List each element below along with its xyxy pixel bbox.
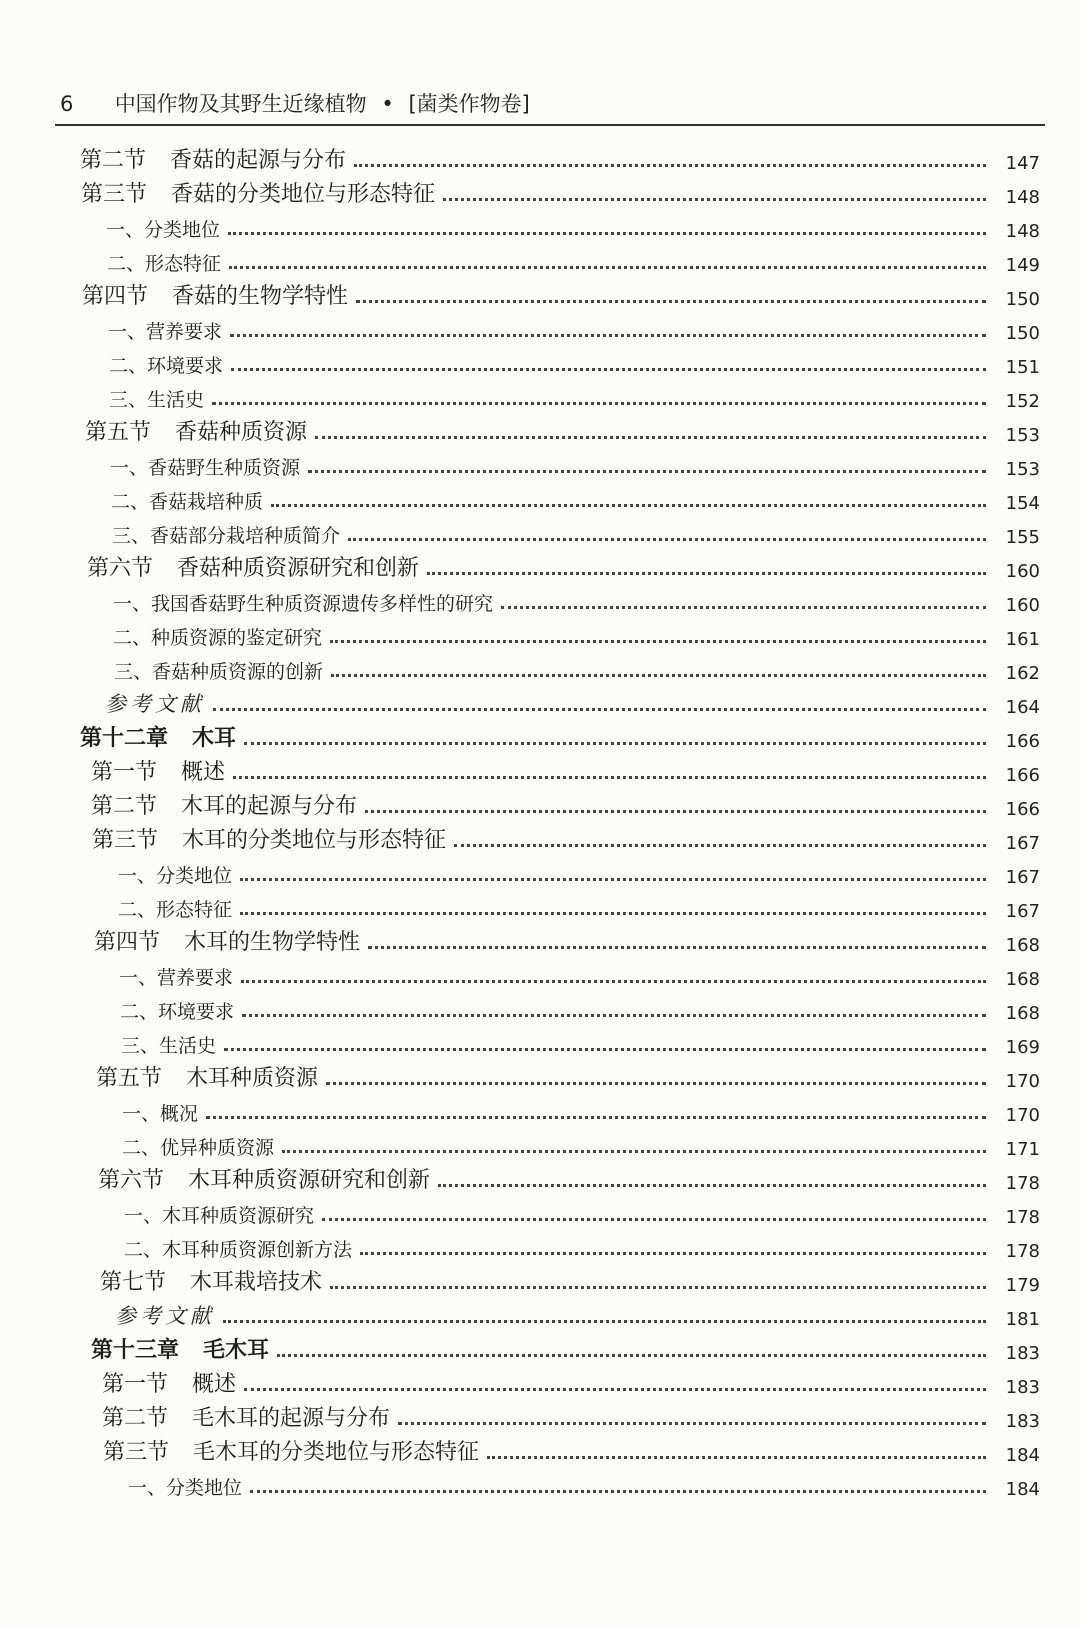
dot-leader [356,300,986,303]
dot-leader [242,1014,986,1017]
toc-entry-title [118,861,232,888]
toc-entry [0,1092,1080,1126]
toc-entry [0,1024,1080,1058]
toc-entry-page: 168 [1005,1003,1040,1024]
dot-leader [365,810,986,813]
dot-leader [348,538,986,541]
dot-leader [438,1184,986,1187]
toc-entry-text: 木耳的起源与分布 [181,794,358,819]
toc-entry-page: 183 [1005,1343,1040,1364]
toc-entry [0,990,1080,1024]
toc-entry [0,1398,1080,1432]
toc-entry-text: 木耳栽培技术 [190,1270,323,1295]
toc-entry-text: 三、香菇部分栽培种质简介 [112,525,341,547]
toc-entry-title [114,657,323,684]
toc-entry-title [80,143,346,174]
toc-entry [0,1296,1080,1330]
toc-entry-title [82,279,348,310]
toc-entry-text: 二、木耳种质资源创新方法 [124,1239,353,1261]
toc-entry-page: 167 [1005,901,1040,922]
toc-entry-page: 152 [1005,391,1040,412]
toc-entry-text: 木耳 [192,726,237,751]
toc-entry [0,480,1080,514]
toc-entry-page: 150 [1005,323,1040,344]
toc-entry-title [102,1367,236,1398]
toc-entry-text: 二、环境要求 [120,1001,235,1023]
toc-entry-page: 184 [1005,1445,1040,1466]
dot-leader [233,776,986,779]
toc-entry-text: 一、木耳种质资源研究 [124,1205,315,1227]
toc-entry-label: 第六节 [87,556,154,581]
toc-entry-title [124,1201,314,1228]
dot-leader [330,1286,986,1289]
toc-entry-text: 三、香菇种质资源的创新 [114,661,324,683]
dot-leader [241,980,986,983]
toc-entry-title [81,177,435,208]
toc-entry-page: 166 [1005,731,1040,752]
toc-entry-label: 第三节 [103,1440,170,1465]
toc-entry-text: 木耳种质资源 [186,1066,319,1091]
toc-entry-label: 第一节 [102,1372,169,1397]
toc-entry-label: 第五节 [96,1066,163,1091]
toc-entry-title [96,1061,318,1092]
toc-entry-page: 160 [1005,595,1040,616]
toc-entry-page: 183 [1005,1377,1040,1398]
toc-entry-label: 第七节 [100,1270,167,1295]
running-header [60,84,1040,124]
toc-entry [0,1160,1080,1194]
toc-entry-page: 148 [1005,187,1040,208]
toc-entry [0,140,1080,174]
dot-leader [315,436,986,439]
toc-entry-title [100,1265,322,1296]
toc-entry-page: 171 [1005,1139,1040,1160]
table-of-contents [0,140,1080,1500]
toc-entry-text: 一、我国香菇野生种质资源遗传多样性的研究 [113,593,494,615]
dot-leader [487,1456,986,1459]
toc-entry-label: 第四节 [94,930,161,955]
toc-entry-label: 第一节 [91,760,158,785]
toc-entry [0,208,1080,242]
dot-leader [250,1490,986,1493]
toc-entry-title [91,1333,269,1364]
toc-entry-page: 151 [1005,357,1040,378]
dot-leader [331,674,986,677]
toc-entry [0,242,1080,276]
toc-entry-title [110,453,300,480]
toc-entry-title [120,997,234,1024]
toc-entry-title [115,1300,215,1330]
toc-entry [0,1058,1080,1092]
toc-entry-title [118,895,232,922]
dot-leader [330,640,986,643]
dot-leader [454,844,986,847]
toc-entry-page: 149 [1005,255,1040,276]
toc-entry-page: 154 [1005,493,1040,514]
toc-entry-text: 概述 [192,1372,237,1397]
toc-entry-title [85,415,307,446]
dot-leader [368,946,986,949]
toc-entry-title [122,1099,198,1126]
dot-leader [501,606,986,609]
toc-entry [0,1126,1080,1160]
toc-entry-text: 三、生活史 [121,1035,217,1057]
dot-leader [443,198,986,201]
toc-entry-title [103,1435,479,1466]
toc-entry-page: 166 [1005,765,1040,786]
toc-entry [0,446,1080,480]
toc-entry-text: 毛木耳的起源与分布 [192,1406,391,1431]
toc-entry-title [111,487,263,514]
toc-entry-text: 一、营养要求 [119,967,234,989]
dot-leader [244,1388,986,1391]
toc-entry-page: 170 [1005,1105,1040,1126]
toc-entry-page: 168 [1005,969,1040,990]
toc-entry [0,548,1080,582]
toc-entry-label: 第二节 [80,148,147,173]
page-number: 6 [60,92,74,116]
dot-leader [322,1218,986,1221]
toc-entry-text: 参考文献 [115,1304,215,1328]
toc-entry-page: 160 [1005,561,1040,582]
toc-entry-title [112,521,340,548]
toc-entry [0,412,1080,446]
toc-entry [0,1262,1080,1296]
toc-entry [0,854,1080,888]
toc-entry-text: 香菇的生物学特性 [172,284,349,309]
dot-leader [240,878,986,881]
toc-entry-text: 二、环境要求 [109,355,224,377]
toc-entry-page: 181 [1005,1309,1040,1330]
toc-entry [0,786,1080,820]
dot-leader [326,1082,986,1085]
toc-entry-page: 161 [1005,629,1040,650]
toc-entry [0,582,1080,616]
toc-entry-title [113,589,493,616]
toc-entry-text: 二、种质资源的鉴定研究 [113,627,323,649]
toc-entry-title [119,963,233,990]
toc-entry-page: 164 [1005,697,1040,718]
dot-leader [282,1150,986,1153]
toc-entry-label: 第二节 [91,794,158,819]
toc-entry [0,344,1080,378]
toc-entry-text: 三、生活史 [109,389,205,411]
dot-leader [206,1116,986,1119]
dot-leader [213,708,986,711]
toc-entry-title [128,1473,242,1500]
toc-entry-title [92,823,446,854]
toc-entry-page: 162 [1005,663,1040,684]
toc-entry-page: 168 [1005,935,1040,956]
toc-entry [0,1432,1080,1466]
toc-entry-label: 第十三章 [91,1338,180,1363]
dot-leader [228,232,986,235]
toc-entry-text: 二、形态特征 [107,253,222,275]
toc-entry-title [91,755,225,786]
toc-entry [0,514,1080,548]
book-title: 中国作物及其野生近缘植物 [114,92,367,116]
toc-entry-title [107,249,221,276]
toc-entry-text: 一、概况 [122,1103,199,1125]
toc-entry-title [94,925,360,956]
toc-entry [0,650,1080,684]
toc-entry-page: 155 [1005,527,1040,548]
toc-entry-text: 一、分类地位 [128,1477,243,1499]
toc-entry [0,718,1080,752]
toc-entry [0,820,1080,854]
toc-entry-title [124,1235,352,1262]
toc-entry-title [91,789,357,820]
toc-entry-text: 木耳的生物学特性 [184,930,361,955]
toc-entry-title [106,215,220,242]
toc-entry [0,956,1080,990]
toc-entry [0,174,1080,208]
toc-entry-title [98,1163,430,1194]
toc-entry-text: 毛木耳的分类地位与形态特征 [193,1440,480,1465]
toc-entry-page: 178 [1005,1207,1040,1228]
dot-leader [354,164,986,167]
toc-entry-page: 153 [1005,459,1040,480]
toc-entry-title [87,551,419,582]
toc-entry-page: 183 [1005,1411,1040,1432]
toc-entry-label: 第三节 [81,182,148,207]
toc-entry [0,1228,1080,1262]
toc-entry-page: 178 [1005,1173,1040,1194]
volume-title: [菌类作物卷] [408,92,530,116]
toc-entry [0,378,1080,412]
toc-entry-text: 一、分类地位 [106,219,221,241]
dot-leader [223,1320,986,1323]
toc-entry-page: 178 [1005,1241,1040,1262]
toc-entry-label: 第二节 [102,1406,169,1431]
toc-entry-title [105,688,205,718]
dot-leader [271,504,986,507]
toc-entry-title [109,351,223,378]
toc-entry-page: 179 [1005,1275,1040,1296]
toc-entry [0,1330,1080,1364]
toc-entry-text: 二、优异种质资源 [122,1137,275,1159]
toc-entry-page: 148 [1005,221,1040,242]
toc-entry-label: 第四节 [82,284,149,309]
toc-entry [0,888,1080,922]
dot-leader [277,1354,986,1357]
dot-leader [229,266,986,269]
toc-entry-text: 毛木耳 [203,1338,270,1363]
dot-leader [360,1252,986,1255]
toc-entry-page: 153 [1005,425,1040,446]
toc-entry-title [80,721,236,752]
dot-leader [230,334,986,337]
toc-entry-page: 147 [1005,153,1040,174]
toc-entry [0,616,1080,650]
dot-leader [308,470,986,473]
toc-entry-label: 第十二章 [80,726,169,751]
toc-entry-label: 第六节 [98,1168,165,1193]
toc-entry-text: 香菇的分类地位与形态特征 [171,182,436,207]
toc-entry-label: 第三节 [92,828,159,853]
toc-entry [0,1194,1080,1228]
dot-leader [398,1422,986,1425]
toc-entry-text: 一、营养要求 [108,321,223,343]
toc-entry-text: 木耳的分类地位与形态特征 [182,828,447,853]
toc-entry-text: 木耳种质资源研究和创新 [188,1168,431,1193]
toc-entry [0,310,1080,344]
toc-entry-page: 166 [1005,799,1040,820]
header-rule [55,124,1045,126]
dot-leader [244,742,986,745]
toc-entry-text: 概述 [181,760,226,785]
toc-entry-text: 香菇种质资源研究和创新 [177,556,420,581]
dot-leader [427,572,986,575]
toc-entry-text: 香菇种质资源 [175,420,308,445]
toc-entry [0,922,1080,956]
toc-entry-page: 167 [1005,833,1040,854]
toc-entry-text: 一、分类地位 [118,865,233,887]
toc-entry-title [122,1133,274,1160]
toc-entry-label: 第五节 [85,420,152,445]
toc-entry-text: 二、香菇栽培种质 [111,491,264,513]
toc-entry-page: 170 [1005,1071,1040,1092]
header-separator: • [381,92,394,116]
toc-entry [0,684,1080,718]
toc-entry [0,752,1080,786]
dot-leader [231,368,986,371]
toc-entry-page: 169 [1005,1037,1040,1058]
toc-entry [0,1466,1080,1500]
toc-entry-title [108,317,222,344]
toc-entry-page: 150 [1005,289,1040,310]
toc-entry-text: 香菇的起源与分布 [170,148,347,173]
toc-entry-text: 参考文献 [105,692,205,716]
toc-entry [0,1364,1080,1398]
toc-entry-text: 二、形态特征 [118,899,233,921]
toc-entry-title [109,385,204,412]
toc-entry-title [102,1401,390,1432]
toc-entry-text: 一、香菇野生种质资源 [110,457,301,479]
toc-entry-title [113,623,322,650]
toc-entry-page: 184 [1005,1479,1040,1500]
dot-leader [212,402,986,405]
toc-entry [0,276,1080,310]
toc-entry-title [121,1031,216,1058]
dot-leader [224,1048,986,1051]
dot-leader [240,912,986,915]
toc-entry-page: 167 [1005,867,1040,888]
